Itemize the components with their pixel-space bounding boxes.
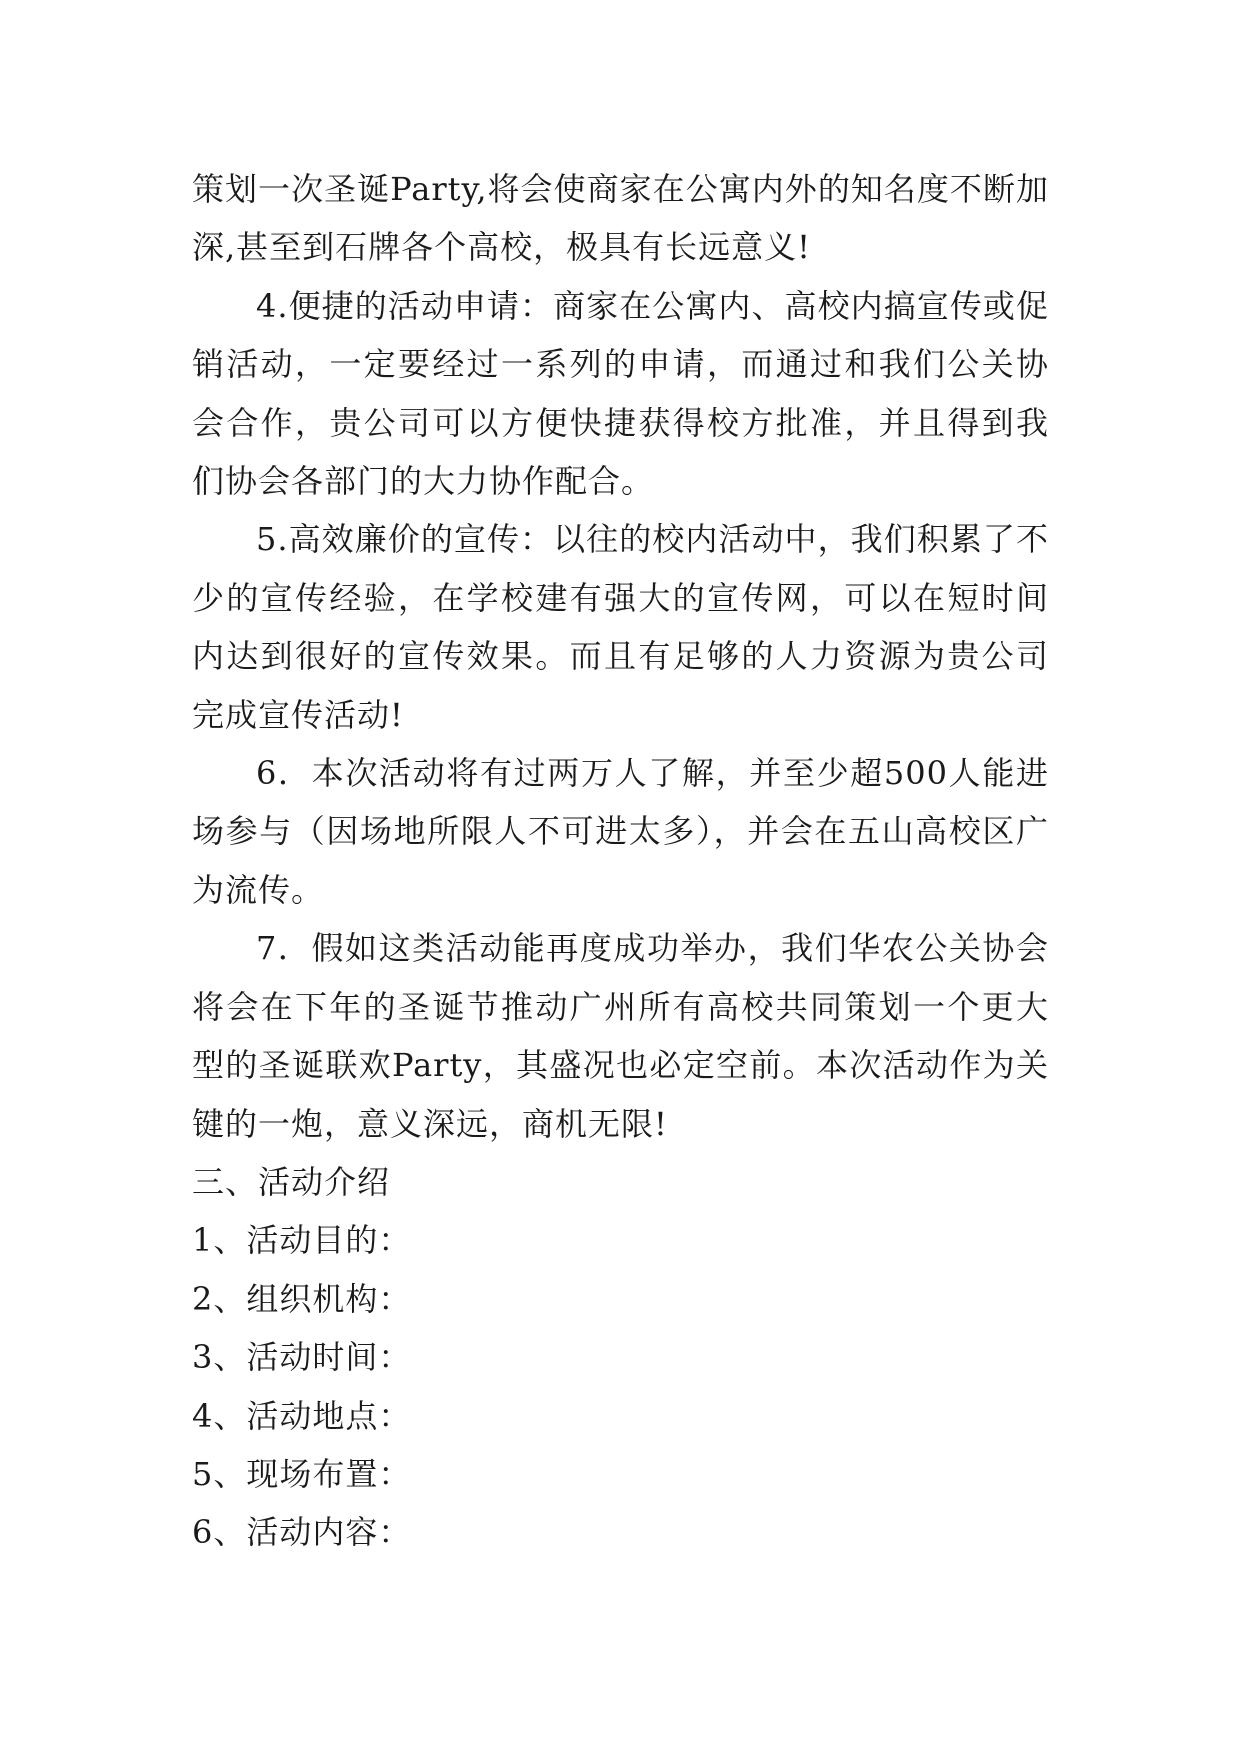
paragraph-continuation: 策划一次圣诞Party,将会使商家在公寓内外的知名度不断加深,甚至到石牌各个高校，极具有长远意义! bbox=[192, 170, 1049, 267]
paragraph-point-5: 5.高效廉价的宣传：以往的校内活动中，我们积累了不少的宣传经验，在学校建有强大的宣传网，可以在短时间内达到很好的宣传效果。而且有足够的人力资源为贵公司完成宣传活动! bbox=[192, 520, 1049, 734]
list-item-organization: 2、组织机构： bbox=[192, 1279, 412, 1318]
document-body bbox=[192, 160, 1049, 1562]
paragraph-point-6: 6．本次活动将有过两万人了解，并至少超500人能进场参与（因场地所限人不可进太多），并会在五山高校区广为流传。 bbox=[192, 754, 1049, 909]
list-item-layout: 5、现场布置： bbox=[192, 1454, 412, 1493]
list-item-content: 6、活动内容： bbox=[192, 1513, 412, 1552]
section-heading: 三、活动介绍 bbox=[192, 1162, 391, 1201]
list-item-purpose: 1、活动目的： bbox=[192, 1221, 412, 1260]
list-item-location: 4、活动地点： bbox=[192, 1396, 412, 1435]
paragraph-point-7: 7．假如这类活动能再度成功举办，我们华农公关协会将会在下年的圣诞节推动广州所有高校共同策划一个更大型的圣诞联欢Party，其盛况也必定空前。本次活动作为关键的一炮，意义深远，商机无限! bbox=[192, 929, 1049, 1143]
paragraph-point-4: 4.便捷的活动申请：商家在公寓内、高校内搞宣传或促销活动，一定要经过一系列的申请，而通过和我们公关协会合作，贵公司可以方便快捷获得校方批准，并且得到我们协会各部门的大力协作配合。 bbox=[192, 286, 1049, 501]
list-item-time: 3、活动时间： bbox=[192, 1338, 412, 1377]
